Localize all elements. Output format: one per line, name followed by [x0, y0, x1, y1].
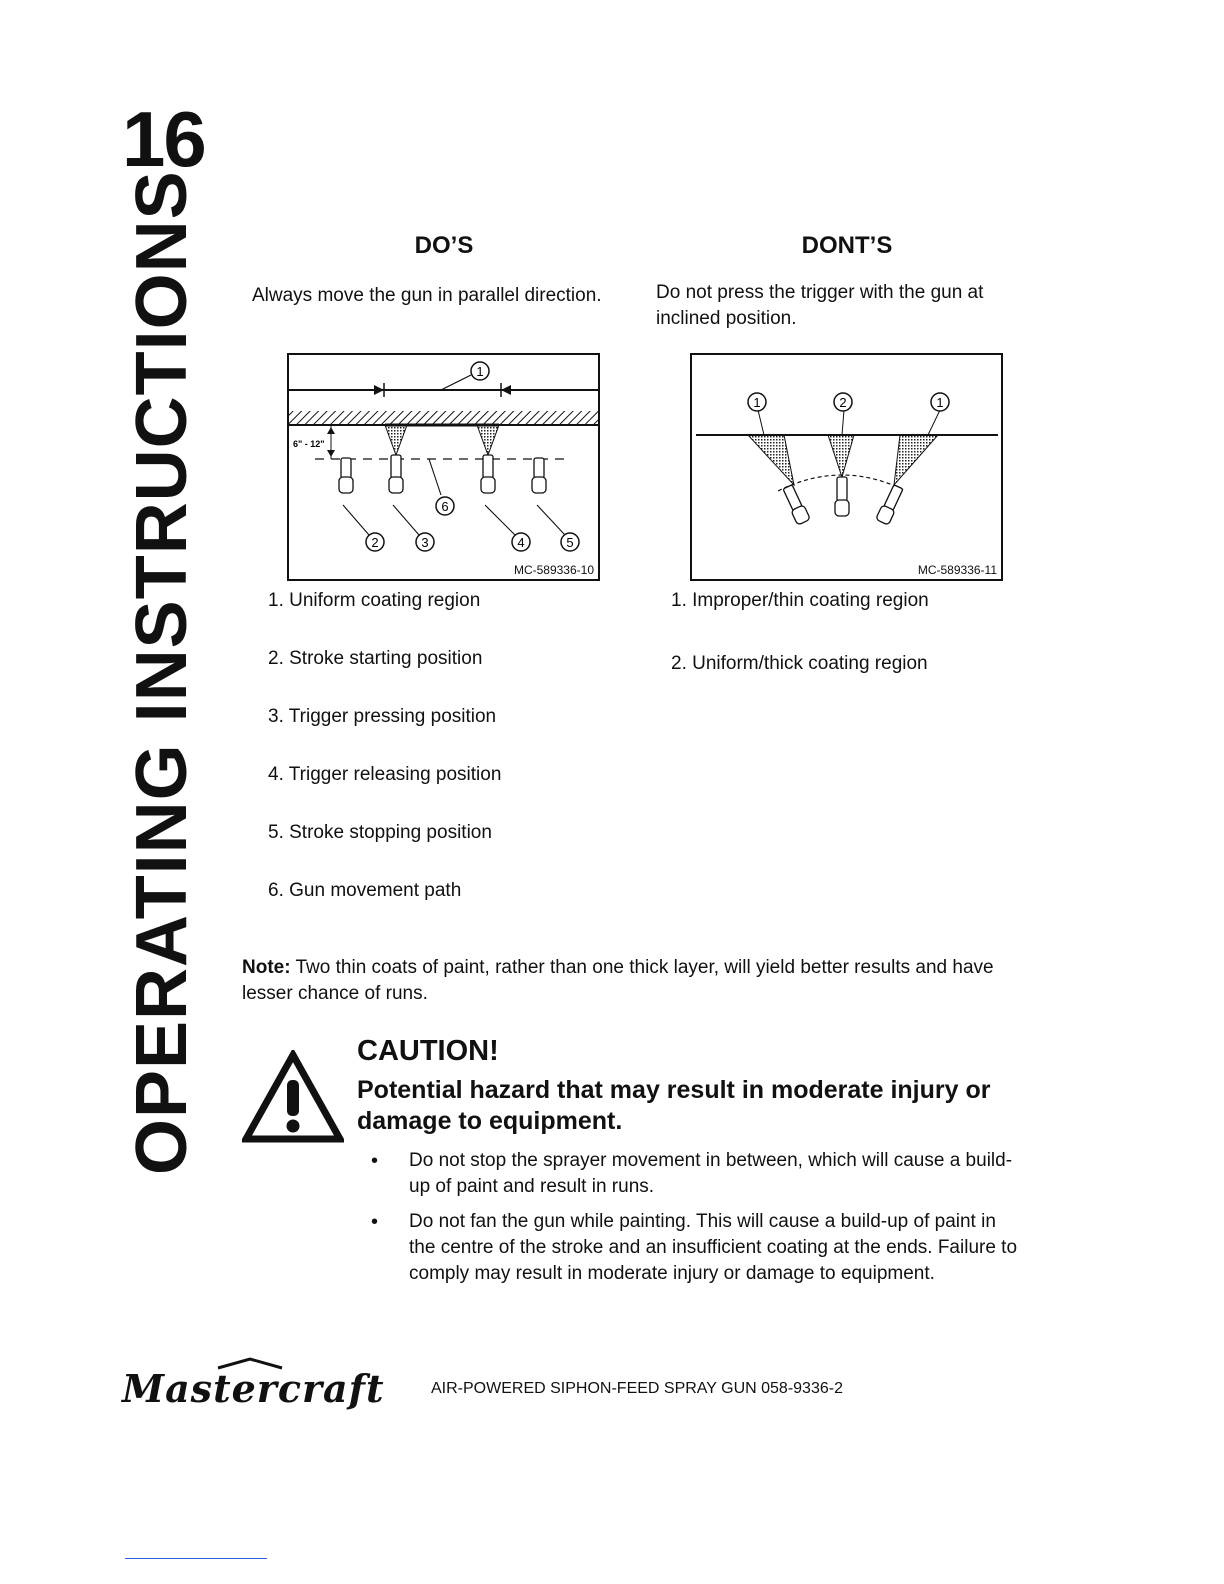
donts-legend-item: 2. Uniform/thick coating region [671, 653, 928, 674]
note [242, 955, 1022, 1007]
bullet-symbol: • [371, 1150, 379, 1172]
dos-diagram [289, 355, 598, 579]
donts-label-1a: 1 [753, 395, 761, 410]
dos-label-5: 5 [566, 535, 574, 550]
dos-legend-item: 5. Stroke stopping position [268, 822, 492, 843]
dos-legend-item: 2. Stroke starting position [268, 648, 483, 669]
donts-label-1b: 1 [936, 395, 944, 410]
brand-name: Mastercraft [122, 1366, 385, 1411]
caution-bullet [371, 1148, 1029, 1200]
caution-bullet [371, 1209, 1019, 1287]
dos-legend-item: 4. Trigger releasing position [268, 764, 502, 785]
donts-legend-item: 1. Improper/thin coating region [671, 590, 929, 611]
page-number: 16 [122, 95, 205, 183]
warning-icon [242, 1050, 344, 1149]
donts-figure-code: MC-589336-11 [917, 563, 997, 577]
dos-label-3: 3 [421, 535, 429, 550]
dos-heading: DO’S [414, 232, 474, 259]
dos-label-6: 6 [441, 499, 449, 514]
caution-bullet-text: Do not fan the gun while painting. This will cause a build-up of paint in the centre of the stroke and an insufficient coating at the ends. Failure to comply may result in moderate injury or damage to equipment. [409, 1211, 1018, 1284]
donts-label-2: 2 [839, 395, 847, 410]
caution-title: CAUTION! [357, 1035, 499, 1067]
section-title: OPERATING INSTRUCTIONS [122, 170, 202, 1175]
distance-label: 6" - 12" [293, 439, 325, 449]
footer-link-underline [125, 1558, 267, 1559]
brand-logo [122, 1356, 386, 1411]
dos-legend-item: 1. Uniform coating region [268, 590, 481, 611]
dos-intro: Always move the gun in parallel direction. [252, 285, 602, 306]
caution-subtitle: Potential hazard that may result in moderate injury or damage to equipment. [357, 1076, 991, 1135]
product-name: AIR-POWERED SIPHON-FEED SPRAY GUN 058-9336-2 [431, 1380, 843, 1397]
donts-diagram [692, 355, 1001, 579]
bullet-symbol: • [371, 1211, 379, 1233]
caution-bullet-text: Do not stop the sprayer movement in between, which will cause a build-up of paint and result in runs. [409, 1150, 1013, 1197]
donts-heading: DONT’S [801, 232, 893, 259]
dos-label-2: 2 [371, 535, 379, 550]
dos-figure-code: MC-589336-10 [513, 563, 594, 577]
dos-label-1: 1 [476, 364, 484, 379]
dos-figure [287, 353, 600, 581]
donts-intro: Do not press the trigger with the gun at inclined position. [656, 282, 984, 329]
dos-legend-item: 6. Gun movement path [268, 880, 462, 901]
dos-label-4: 4 [517, 535, 525, 550]
note-label: Note: [242, 957, 291, 978]
note-text: Two thin coats of paint, rather than one thick layer, will yield better results and have lesser chance of runs. [242, 957, 994, 1004]
dos-legend-item: 3. Trigger pressing position [268, 706, 497, 727]
donts-figure [690, 353, 1003, 581]
